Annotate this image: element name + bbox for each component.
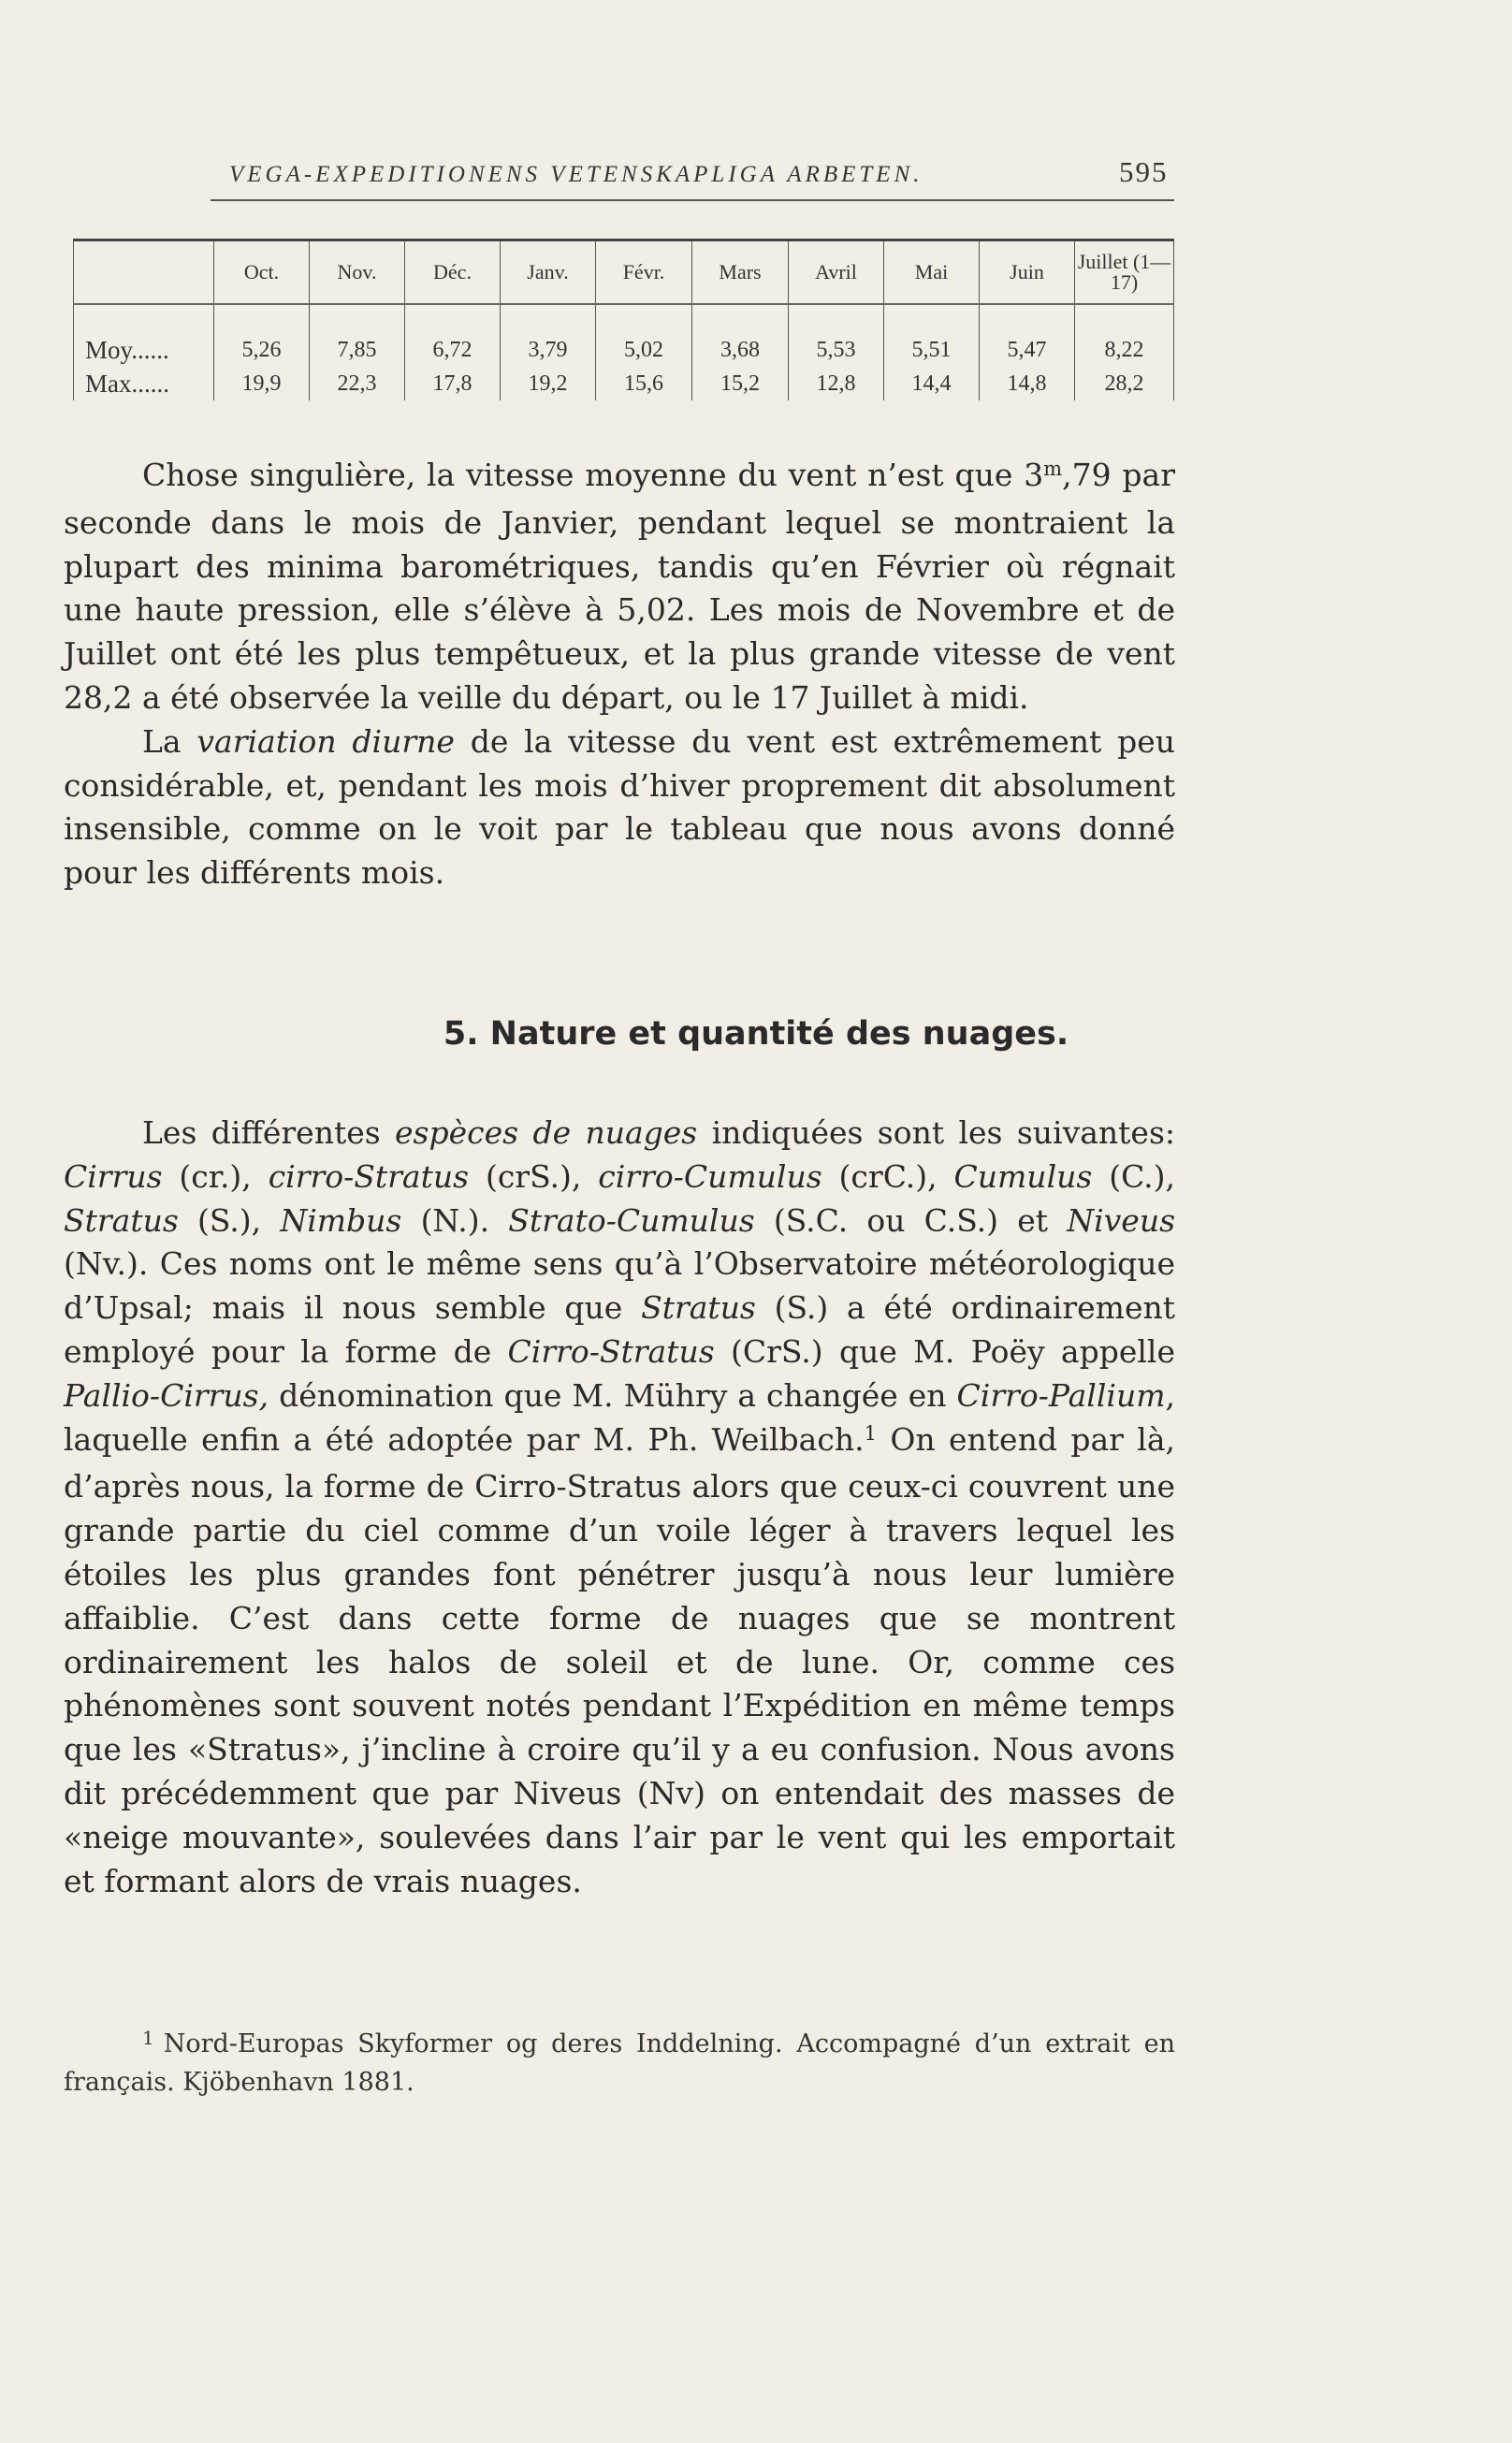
text-run: Les différentes bbox=[142, 1114, 396, 1151]
table-cell: 6,72 bbox=[405, 304, 501, 367]
running-title: VEGA-EXPEDITIONENS VETENSKAPLIGA ARBETEN. bbox=[229, 162, 923, 187]
table-row bbox=[74, 304, 1174, 367]
table-cell: 12,8 bbox=[789, 367, 884, 400]
table-cell: 3,68 bbox=[692, 304, 789, 367]
text-run: (C.), bbox=[1092, 1157, 1176, 1195]
table-column-header: Févr. bbox=[596, 240, 692, 305]
table-cell: 15,2 bbox=[692, 367, 789, 400]
body-text-upper bbox=[64, 454, 1175, 895]
italic-term: Strato-Cumulus bbox=[508, 1201, 755, 1239]
table-cell: 3,79 bbox=[501, 304, 596, 367]
unit-superscript: m bbox=[1043, 458, 1063, 480]
text-run: ,79 par seconde dans le mois de Janvier, pendant lequel se montraient la plupart des minima barométriques, tandis qu’en Février où régnait une haute pression, elle s’élève à 5,02. Les mois de Novembre et de Juillet ont été les plus tempêtueux, et la plus grande vitesse de vent 28,2 a été observée la veille du départ, ou le 17 Juillet à midi. bbox=[64, 457, 1176, 716]
table-column-header: Juin bbox=[980, 240, 1075, 305]
table-cell: 17,8 bbox=[405, 367, 501, 400]
table-column-header: Déc. bbox=[405, 240, 501, 305]
table-cell: 5,51 bbox=[884, 304, 980, 367]
body-text-lower bbox=[64, 1112, 1175, 1903]
italic-term: Stratus bbox=[64, 1201, 179, 1239]
italic-term: Niveus bbox=[1067, 1201, 1176, 1239]
text-run: (crS.), bbox=[469, 1157, 599, 1195]
table-cell: 14,4 bbox=[884, 367, 980, 400]
text-run: (CrS.) que M. Poëy appelle bbox=[714, 1332, 1175, 1370]
header-rule bbox=[211, 199, 1174, 201]
footnote bbox=[64, 2026, 1175, 2101]
table-row bbox=[74, 367, 1174, 400]
table-cell: 5,53 bbox=[789, 304, 884, 367]
table-cell: 19,9 bbox=[214, 367, 310, 400]
table-cell: 5,47 bbox=[980, 304, 1075, 367]
table-cell: 22,3 bbox=[310, 367, 405, 400]
table-column-header: Oct. bbox=[214, 240, 310, 305]
table-column-header: Avril bbox=[789, 240, 884, 305]
text-run: Chose singulière, la vitesse moyenne du vent n’est que 3 bbox=[142, 457, 1044, 493]
text-run: On entend par là, d’après nous, la forme de Cirro-Stratus alors que ceux-ci couvrent une grande partie du ciel comme d’un voile léger à travers lequel les étoiles les plus grandes font pénétrer jusqu’à nous leur lumière affaiblie. C’est dans cette forme de nuages que se montrent ordinairement les halos de soleil et de lune. Or, comme ces phénomènes sont souvent notés pendant l’Expédition en même temps que les «Stratus», j’incline à croire qu’il y a eu confusion. Nous avons dit précédemment que par Niveus (Nv) on entendait des masses de «neige mouvante», soulevées dans l’air par le vent qui les emportait et formant alors de vrais nuages. bbox=[64, 1420, 1175, 1899]
text-run: (Nv.). Ces noms ont le même sens qu’à l’Observatoire météorologique d’Upsal; mais il nous semble que bbox=[64, 1245, 1175, 1327]
paragraph-wind-average bbox=[64, 454, 1175, 720]
table-cell: 14,8 bbox=[980, 367, 1075, 400]
table-cell: 5,02 bbox=[596, 304, 692, 367]
italic-term: Pallio-Cirrus, bbox=[64, 1376, 269, 1414]
table-cell: 28,2 bbox=[1075, 367, 1174, 400]
italic-term: Cumulus bbox=[953, 1157, 1093, 1195]
text-run: dénomination que M. Mühry a changée en bbox=[269, 1376, 957, 1414]
text-run: La bbox=[142, 722, 197, 760]
text-run: (crC.), bbox=[821, 1157, 954, 1195]
text-run: indiquées sont les suivantes: bbox=[697, 1114, 1176, 1151]
italic-term: cirro-Stratus bbox=[268, 1157, 470, 1195]
paragraph-cloud-types bbox=[64, 1112, 1175, 1903]
text-run: de la vitesse du vent est extrêmement peu considérable, et, pendant les mois d’hiver proprement dit absolument insensible, comme on le voit par le tableau que nous avons donné pour les différents mois. bbox=[64, 722, 1175, 892]
table-column-header: Nov. bbox=[310, 240, 405, 305]
table-cell: 19,2 bbox=[501, 367, 596, 400]
table-column-header: Juillet (1—17) bbox=[1075, 240, 1174, 305]
wind-speed-table bbox=[73, 239, 1174, 400]
text-run: , laquelle enfin a été adoptée par M. Ph. Weilbach. bbox=[64, 1376, 1175, 1458]
footnote-reference: 1 bbox=[864, 1421, 877, 1445]
table-header-row bbox=[74, 240, 1174, 305]
italic-term: Cirrus bbox=[64, 1157, 163, 1195]
italic-term: variation diurne bbox=[196, 722, 455, 760]
paragraph-diurnal-variation bbox=[64, 720, 1175, 895]
table-column-header: Mars bbox=[692, 240, 789, 305]
text-run: (S.), bbox=[178, 1201, 281, 1239]
table-column-header: Mai bbox=[884, 240, 980, 305]
table-cell: 5,26 bbox=[214, 304, 310, 367]
row-label: Max...... bbox=[74, 367, 214, 400]
text-run: (cr.), bbox=[162, 1157, 269, 1195]
section-heading: 5. Nature et quantité des nuages. bbox=[443, 1015, 1069, 1053]
italic-term: Cirro-Stratus bbox=[507, 1332, 715, 1370]
table-cell: 15,6 bbox=[596, 367, 692, 400]
table-corner-cell bbox=[74, 240, 214, 305]
italic-term: Cirro-Pallium bbox=[956, 1376, 1166, 1414]
italic-term: cirro-Cumulus bbox=[598, 1157, 822, 1195]
italic-term: Nimbus bbox=[280, 1201, 402, 1239]
table-cell: 8,22 bbox=[1075, 304, 1174, 367]
text-run: (S.) a été ordinairement employé pour la forme de bbox=[64, 1289, 1175, 1370]
table-cell: 7,85 bbox=[310, 304, 405, 367]
page-number: 595 bbox=[1119, 155, 1169, 188]
text-run: (S.C. ou C.S.) et bbox=[754, 1201, 1068, 1239]
text-run: (N.). bbox=[401, 1201, 509, 1239]
footnote-text: Nord-Europas Skyformer og deres Inddelning. Accompagné d’un extrait en français. Kjöbenhavn 1881. bbox=[64, 2029, 1175, 2097]
table-column-header: Janv. bbox=[501, 240, 596, 305]
row-label: Moy...... bbox=[74, 304, 214, 367]
italic-term: Stratus bbox=[641, 1289, 756, 1327]
footnote-mark: 1 bbox=[142, 2027, 154, 2049]
italic-term: espèces de nuages bbox=[395, 1114, 698, 1151]
